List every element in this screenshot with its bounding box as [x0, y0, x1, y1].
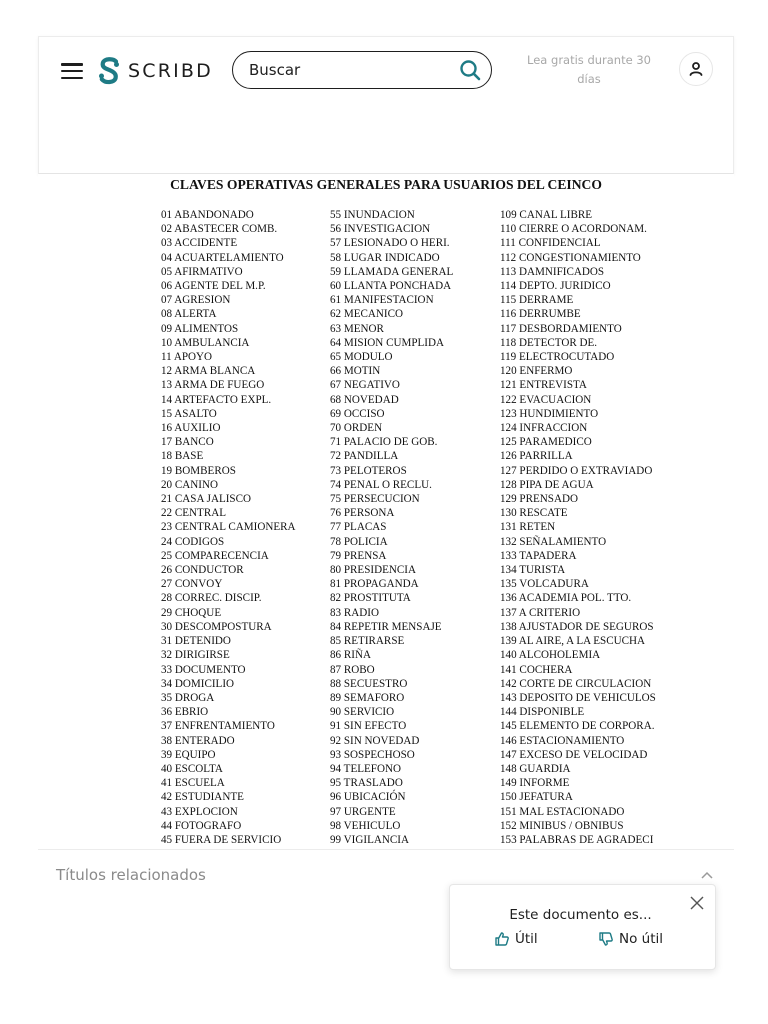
code-item: 74 PENAL O RECLU. [330, 478, 432, 491]
code-item: 67 NEGATIVO [330, 379, 400, 392]
feedback-popup [449, 884, 716, 970]
code-item: 58 LUGAR INDICADO [330, 251, 440, 264]
code-item: 133 TAPADERA [500, 549, 577, 562]
code-item: 26 CONDUCTOR [161, 564, 244, 577]
code-item: 08 ALERTA [161, 308, 217, 321]
code-item: 07 AGRESION [161, 294, 231, 307]
code-item: 99 VIGILANCIA [330, 833, 409, 846]
code-item: 127 PERDIDO O EXTRAVIADO [500, 464, 653, 477]
code-item: 20 CANINO [161, 478, 219, 491]
code-item: 10 AMBULANCIA [161, 336, 250, 349]
code-item: 89 SEMAFORO [330, 691, 405, 704]
hamburger-menu-icon[interactable] [61, 63, 83, 81]
code-item: 87 ROBO [330, 663, 375, 676]
code-item: 120 ENFERMO [500, 365, 573, 378]
code-item: 129 PRENSADO [500, 493, 578, 506]
code-item: 60 LLANTA PONCHADA [330, 280, 452, 293]
code-item: 05 AFIRMATIVO [161, 265, 243, 278]
code-item: 56 INVESTIGACION [330, 223, 431, 236]
code-item: 145 ELEMENTO DE CORPORA. [500, 720, 655, 733]
not-useful-button[interactable] [598, 931, 663, 947]
code-item: 09 ALIMENTOS [161, 322, 239, 335]
code-item: 17 BANCO [161, 436, 214, 449]
code-item: 06 AGENTE DEL M.P. [161, 280, 266, 293]
code-item: 119 ELECTROCUTADO [500, 351, 615, 364]
brand-name: SCRIBD [128, 60, 213, 82]
code-item: 40 ESCOLTA [161, 762, 223, 775]
user-icon [688, 61, 704, 77]
codes-column-2 [330, 208, 453, 846]
code-item: 11 APOYO [161, 351, 213, 364]
code-item: 86 RIÑA [330, 649, 371, 662]
code-item: 95 TRASLADO [330, 777, 403, 790]
code-item: 73 PELOTEROS [330, 464, 407, 477]
code-item: 04 ACUARTELAMIENTO [161, 251, 284, 264]
code-item: 136 ACADEMIA POL. TTO. [500, 592, 632, 605]
code-item: 123 HUNDIMIENTO [500, 407, 599, 420]
code-item: 75 PERSECUCION [330, 493, 420, 506]
code-item: 14 ARTEFACTO EXPL. [161, 393, 272, 406]
scribd-logo[interactable] [96, 53, 213, 89]
code-item: 31 DETENIDO [161, 635, 231, 648]
code-item: 42 ESTUDIANTE [161, 791, 244, 804]
code-item: 91 SIN EFECTO [330, 720, 407, 733]
code-item: 93 SOSPECHOSO [330, 748, 415, 761]
code-item: 149 INFORME [500, 777, 570, 790]
code-item: 24 CODIGOS [161, 535, 225, 548]
code-item: 43 EXPLOCION [161, 805, 238, 818]
account-button[interactable] [679, 52, 713, 86]
code-item: 118 DETECTOR DE. [500, 336, 598, 349]
code-item: 22 CENTRAL [161, 507, 227, 520]
code-item: 137 A CRITERIO [500, 606, 581, 619]
code-item: 01 ABANDONADO [161, 209, 254, 221]
document-title: CLAVES OPERATIVAS GENERALES PARA USUARIOS DEL CEINCO [170, 177, 602, 192]
useful-button[interactable] [494, 931, 538, 947]
code-item: 122 EVACUACION [500, 393, 592, 406]
code-item: 23 CENTRAL CAMIONERA [161, 521, 296, 534]
code-item: 97 URGENTE [330, 805, 396, 818]
search-box[interactable] [232, 51, 492, 89]
free-trial-link[interactable]: Lea gratis durante 30 días [527, 53, 651, 86]
code-item: 116 DERRUMBE [500, 308, 581, 321]
codes-column-1 [161, 208, 296, 846]
code-item: 81 PROPAGANDA [330, 578, 419, 591]
code-item: 138 AJUSTADOR DE SEGUROS [500, 620, 654, 633]
code-item: 03 ACCIDENTE [161, 237, 238, 250]
code-item: 94 TELEFONO [330, 762, 401, 775]
code-item: 25 COMPARECENCIA [161, 549, 269, 562]
scribd-logo-icon [96, 55, 122, 87]
code-item: 12 ARMA BLANCA [161, 365, 256, 378]
code-item: 143 DEPOSITO DE VEHICULOS [500, 691, 656, 704]
code-item: 131 RETEN [500, 521, 556, 534]
code-item: 68 NOVEDAD [330, 393, 399, 406]
code-item: 147 EXCESO DE VELOCIDAD [500, 748, 648, 761]
code-item: 84 REPETIR MENSAJE [330, 620, 442, 633]
code-item: 76 PERSONA [330, 507, 395, 520]
code-item: 33 DOCUMENTO [161, 663, 246, 676]
code-item: 113 DAMNIFICADOS [500, 265, 605, 278]
useful-label: Útil [515, 931, 538, 947]
thumbs-up-icon [494, 931, 510, 947]
code-item: 126 PARRILLA [500, 450, 573, 463]
code-item: 142 CORTE DE CIRCULACION [500, 677, 652, 690]
code-item: 85 RETIRARSE [330, 635, 405, 648]
code-item: 80 PRESIDENCIA [330, 564, 416, 577]
search-icon[interactable] [459, 59, 481, 81]
code-item: 132 SEÑALAMIENTO [500, 535, 607, 548]
code-item: 18 BASE [161, 450, 204, 463]
code-item: 66 MOTIN [330, 365, 381, 378]
code-item: 112 CONGESTIONAMIENTO [500, 251, 641, 264]
code-item: 29 CHOQUE [161, 606, 222, 619]
code-item: 96 UBICACIÓN [330, 791, 406, 804]
code-item: 13 ARMA DE FUEGO [161, 379, 265, 392]
thumbs-down-icon [598, 931, 614, 947]
code-item: 128 PIPA DE AGUA [500, 478, 594, 491]
code-item: 62 MECANICO [330, 308, 404, 321]
code-item: 150 JEFATURA [500, 791, 573, 804]
code-item: 15 ASALTO [161, 407, 217, 420]
code-item: 63 MENOR [330, 322, 384, 335]
code-item: 21 CASA JALISCO [161, 493, 252, 506]
code-item: 134 TURISTA [500, 564, 566, 577]
code-item: 151 MAL ESTACIONADO [500, 805, 625, 818]
document-page [38, 174, 734, 846]
code-item: 41 ESCUELA [161, 777, 225, 790]
code-item: 55 INUNDACION [330, 209, 415, 221]
code-item: 124 INFRACCION [500, 422, 588, 435]
code-item: 92 SIN NOVEDAD [330, 734, 420, 747]
code-item: 83 RADIO [330, 606, 379, 619]
code-item: 27 CONVOY [161, 578, 223, 591]
codes-column-3 [500, 208, 672, 846]
related-titles-heading: Títulos relacionados [56, 866, 206, 884]
search-input[interactable] [249, 61, 459, 79]
code-item: 34 DOMICILIO [161, 677, 235, 690]
code-item: 88 SECUESTRO [330, 677, 408, 690]
code-item: 77 PLACAS [330, 521, 387, 534]
code-item: 140 ALCOHOLEMIA [500, 649, 601, 662]
code-item: 65 MODULO [330, 351, 393, 364]
code-item: 117 DESBORDAMIENTO [500, 322, 622, 335]
code-item: 139 AL AIRE, A LA ESCUCHA [500, 635, 646, 648]
code-item: 59 LLAMADA GENERAL [330, 265, 454, 278]
code-item: 135 VOLCADURA [500, 578, 589, 591]
code-item: 30 DESCOMPOSTURA [161, 620, 272, 633]
code-item: 121 ENTREVISTA [500, 379, 587, 392]
code-item: 19 BOMBEROS [161, 464, 236, 477]
code-item: 45 FUERA DE SERVICIO [161, 833, 282, 846]
code-item: 38 ENTERADO [161, 734, 235, 747]
feedback-question: Este documento es... [509, 907, 652, 923]
code-item: 61 MANIFESTACION [330, 294, 434, 307]
code-item: 114 DEPTO. JURIDICO [500, 280, 611, 293]
code-item: 141 COCHERA [500, 663, 573, 676]
code-item: 115 DERRAME [500, 294, 574, 307]
code-item: 44 FOTOGRAFO [161, 819, 242, 832]
code-item: 90 SERVICIO [330, 706, 395, 719]
code-item: 110 CIERRE O ACORDONAM. [500, 223, 647, 236]
code-item: 71 PALACIO DE GOB. [330, 436, 438, 449]
code-item: 37 ENFRENTAMIENTO [161, 720, 275, 733]
code-item: 39 EQUIPO [161, 748, 216, 761]
code-item: 146 ESTACIONAMIENTO [500, 734, 625, 747]
code-item: 130 RESCATE [500, 507, 568, 520]
code-item: 82 PROSTITUTA [330, 592, 411, 605]
code-item: 109 CANAL LIBRE [500, 209, 593, 221]
chevron-up-icon[interactable] [700, 870, 714, 880]
code-item: 64 MISION CUMPLIDA [330, 336, 445, 349]
code-item: 16 AUXILIO [161, 422, 221, 435]
code-item: 36 EBRIO [161, 706, 209, 719]
code-item: 79 PRENSA [330, 549, 387, 562]
code-item: 32 DIRIGIRSE [161, 649, 230, 662]
top-header [38, 36, 734, 174]
code-item: 69 OCCISO [330, 407, 385, 420]
code-item: 35 DROGA [161, 691, 215, 704]
code-item: 144 DISPONIBLE [500, 706, 585, 719]
code-item: 78 POLICIA [330, 535, 388, 548]
code-item: 152 MINIBUS / OBNIBUS [500, 819, 624, 832]
code-item: 98 VEHICULO [330, 819, 401, 832]
code-item: 70 ORDEN [330, 422, 383, 435]
code-item: 111 CONFIDENCIAL [500, 237, 601, 250]
code-item: 57 LESIONADO O HERI. [330, 237, 450, 250]
code-item: 153 PALABRAS DE AGRADECI [500, 833, 654, 846]
code-item: 148 GUARDIA [500, 762, 571, 775]
code-item: 72 PANDILLA [330, 450, 399, 463]
not-useful-label: No útil [619, 931, 664, 947]
code-item: 28 CORREC. DISCIP. [161, 592, 262, 605]
code-item: 02 ABASTECER COMB. [161, 223, 278, 236]
code-item: 125 PARAMEDICO [500, 436, 592, 449]
